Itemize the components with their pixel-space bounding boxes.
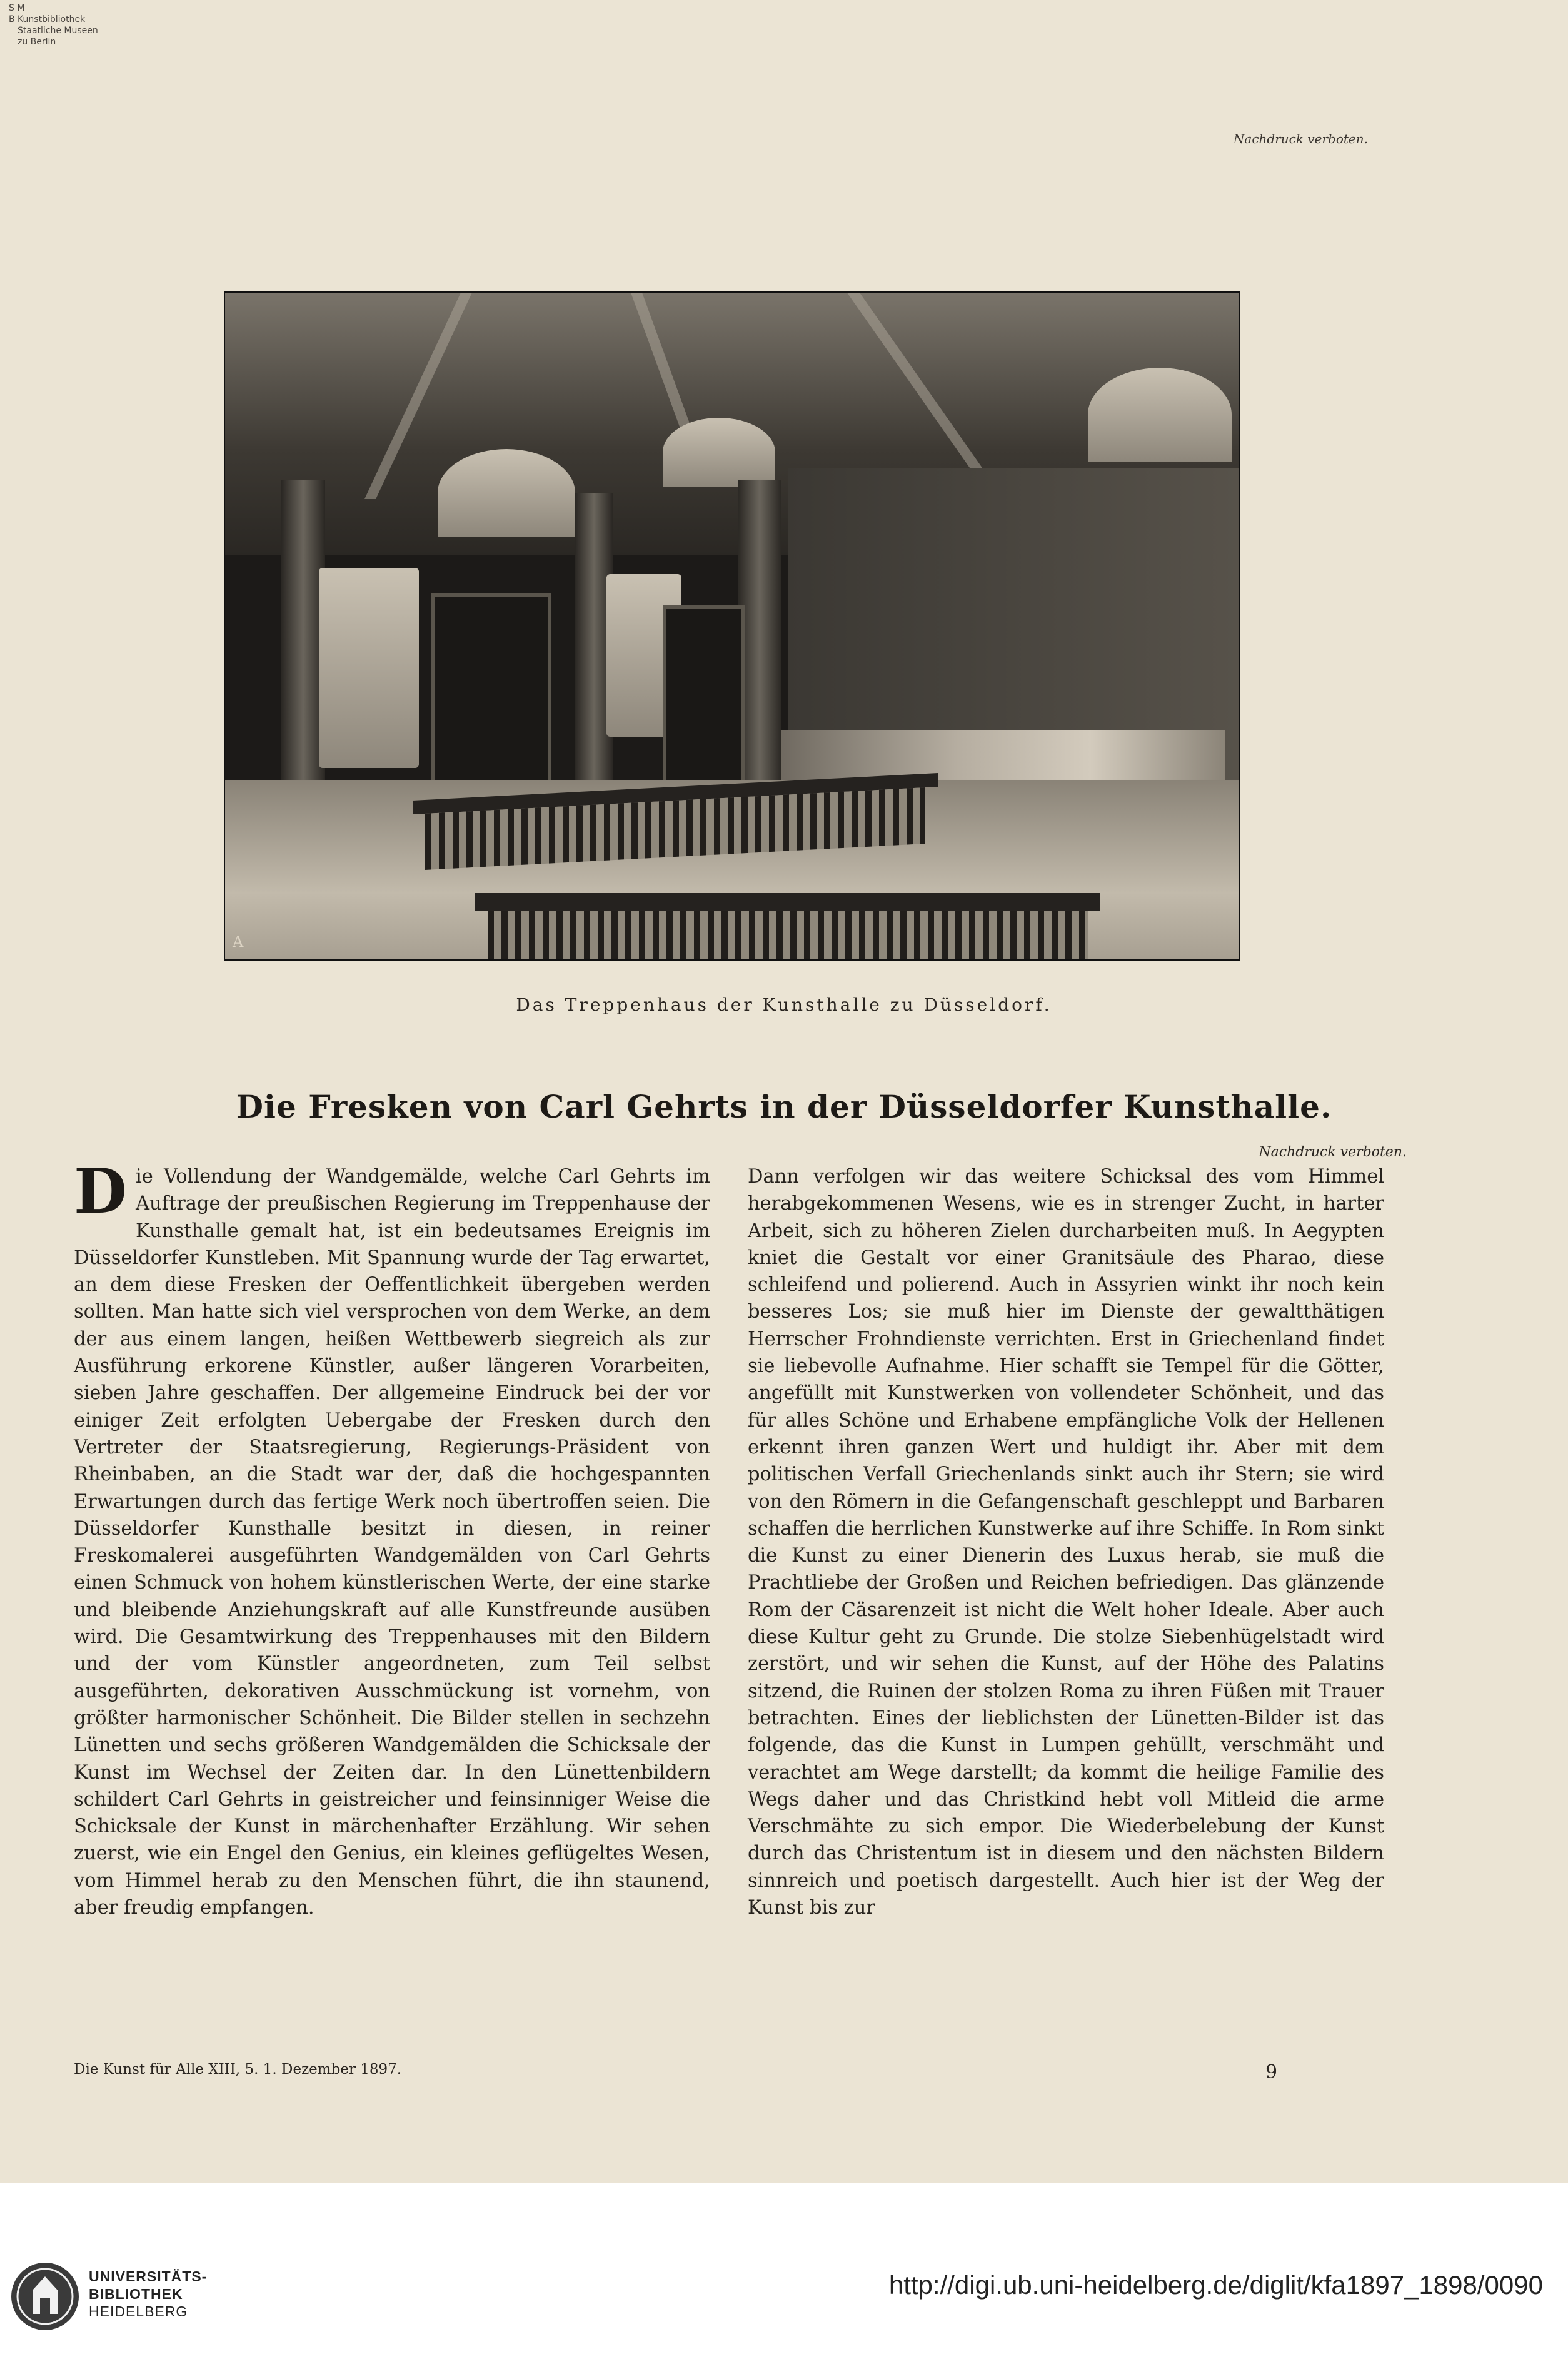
stamp-line: S M — [9, 3, 25, 13]
right-column-text: Dann verfolgen wir das weitere Schicksal des vom Himmel herabgekommenen Wesens, wie es in strenger Zucht, in harter Arbeit, sich zu höheren Zielen durcharbeiten muß. In Aegypten kniet die Gestalt vor einer Granitsäule des Pharao, diese schleifend und polierend. Auch in Assyrien winkt ihr noch kein besseres Los; sie muß hier im Dienste der gewaltthätigen Herrscher Frohndienste verrichten. Erst in Griechenland findet sie liebevolle Aufnahme. Hier schafft sie Tempel für die Götter, angefüllt mit Kunstwerken von vollendeter Schönheit, und das für alles Schöne und Erhabene empfängliche Volk der Hellenen erkennt ihren ganzen Wert und huldigt ihr. Aber mit dem politischen Verfall Griechenlands sinkt auch ihr Stern; sie wird von den Römern in die Gefangenschaft geschleppt und Barbaren schaffen die herrlichen Kunstwerke auf ihre Schiffe. In Rom sinkt die Kunst zu einer Dienerin des Luxus herab, sie muß die Prachtliebe der Großen und Reichen befriedigen. Das glänzende Rom der Cäsarenzeit ist nicht die Welt hoher Ideale. Aber auch diese Kultur geht zu Grunde. Die stolze Siebenhügelstadt wird zerstört, und wir sehen die Kunst, auf der Höhe des Palatins sitzend, die Ruinen der stolzen Roma zu ihren Füßen mit Trauer betrachten. Eines der lieblichsten der Lünetten-Bilder ist das folgende, das die Kunst in Lumpen gehüllt, verschmäht und verachtet am Wege darstellt; da kommt die heilige Familie des Wegs daher und das Christkind hebt voll Mitleid die arme Verschmähte zu sich empor. Die Wiederbelebung der Kunst durch das Christentum ist in diesem und den nächsten Bildern sinnreich und poetisch dargestellt. Auch hier ist der Weg der Kunst bis zur — [748, 1166, 1384, 1919]
digitization-url-link[interactable]: http://digi.ub.uni-heidelberg.de/diglit/kfa1897_1898/0090 — [888, 2270, 1543, 2300]
library-name-line: UNIVERSITÄTS- — [89, 2268, 208, 2285]
header-nachdruck: Nachdruck verboten. — [1233, 131, 1368, 146]
door — [663, 605, 745, 794]
page-number: 9 — [1265, 2061, 1278, 2083]
balustrade-rail — [475, 893, 1100, 911]
side-fresco — [319, 568, 419, 768]
figure-caption: Das Treppenhaus der Kunsthalle zu Düsseldorf. — [516, 994, 1052, 1015]
stamp-line: zu Berlin — [18, 37, 56, 47]
stamp-line: B Kunstbibliothek — [9, 14, 86, 24]
right-column — [748, 1163, 1384, 1921]
left-column — [74, 1156, 710, 1921]
stamp-line: Staatliche Museen — [18, 26, 98, 36]
journal-footer: Die Kunst für Alle XIII, 5. 1. Dezember 1897. — [74, 2061, 402, 2078]
library-name-line: HEIDELBERG — [89, 2303, 188, 2320]
door — [431, 593, 551, 801]
photographer-monogram: A — [233, 933, 244, 951]
left-column-body: ie Vollendung der Wandgemälde, welche Carl Gehrts im Auftrage der preußischen Regierung im Treppenhause der Kunsthalle gemalt hat, ist ein bedeutsames Ereignis im Düsseldorfer Kunstleben. Mit Spannung wurde der Tag erwartet, an dem diese Fresken der Oeffentlichkeit übergeben werden sollten. Man hatte sich viel versprochen von dem Werke, an dem der aus einem langen, heißen Wettbewerb siegreich als zur Ausführung erkorene Künstler, außer längeren Vorarbeiten, sieben Jahre geschaffen. Der allgemeine Eindruck bei der vor einiger Zeit erfolgten Uebergabe der Fresken durch den Vertreter der Staatsregierung, Regierungs-Präsident von Rheinbaben, an die Stadt war der, daß die hochgespannten Erwartungen durch das fertige Werk noch übertroffen seien. Die Düsseldorfer Kunsthalle besitzt in diesen, in reiner Freskomalerei ausgeführten Wandgemälden von Carl Gehrts einen Schmuck von hohem künstlerischen Werte, der eine starke und bleibende Anziehungskraft auf alle Kunstfreunde ausüben wird. Die Gesamtwirkung des Treppenhauses mit den Bildern und der vom Künstler angeordneten, zum Teil selbst ausgeführten, dekorativen Ausschmückung ist vornehm, von größter harmonischer Schönheit. Die Bilder stellen in sechzehn Lünetten und sechs größeren Wandgemälden die Schicksale der Kunst im Wechsel der Zeiten dar. In den Lünettenbildern schildert Carl Gehrts in geistreicher und feinsinniger Weise die Schicksale der Kunst in märchenhafter Erzählung. Wir sehen zuerst, wie ein Engel den Genius, ein kleines geflügeltes Wesen, vom Himmel herab zu den Menschen führt, die ihn staunend, aber freudig empfangen. — [74, 1166, 710, 1919]
balustrade — [488, 911, 1088, 959]
left-column-text — [74, 1156, 710, 1921]
drop-cap: D — [74, 1156, 127, 1228]
article-title: Die Fresken von Carl Gehrts in der Düsseldorfer Kunsthalle. — [236, 1088, 1332, 1125]
lunette-fresco — [1088, 368, 1232, 462]
nachdruck-verboten: Nachdruck verboten. — [1259, 1144, 1407, 1160]
library-name[interactable] — [89, 2268, 207, 2320]
lunette-fresco — [663, 418, 775, 487]
university-seal-icon[interactable] — [10, 2261, 80, 2331]
library-name-line: BIBLIOTHEK — [89, 2286, 183, 2302]
library-stamp — [9, 3, 98, 48]
staircase-photograph — [224, 291, 1240, 961]
lunette-fresco — [438, 449, 575, 537]
